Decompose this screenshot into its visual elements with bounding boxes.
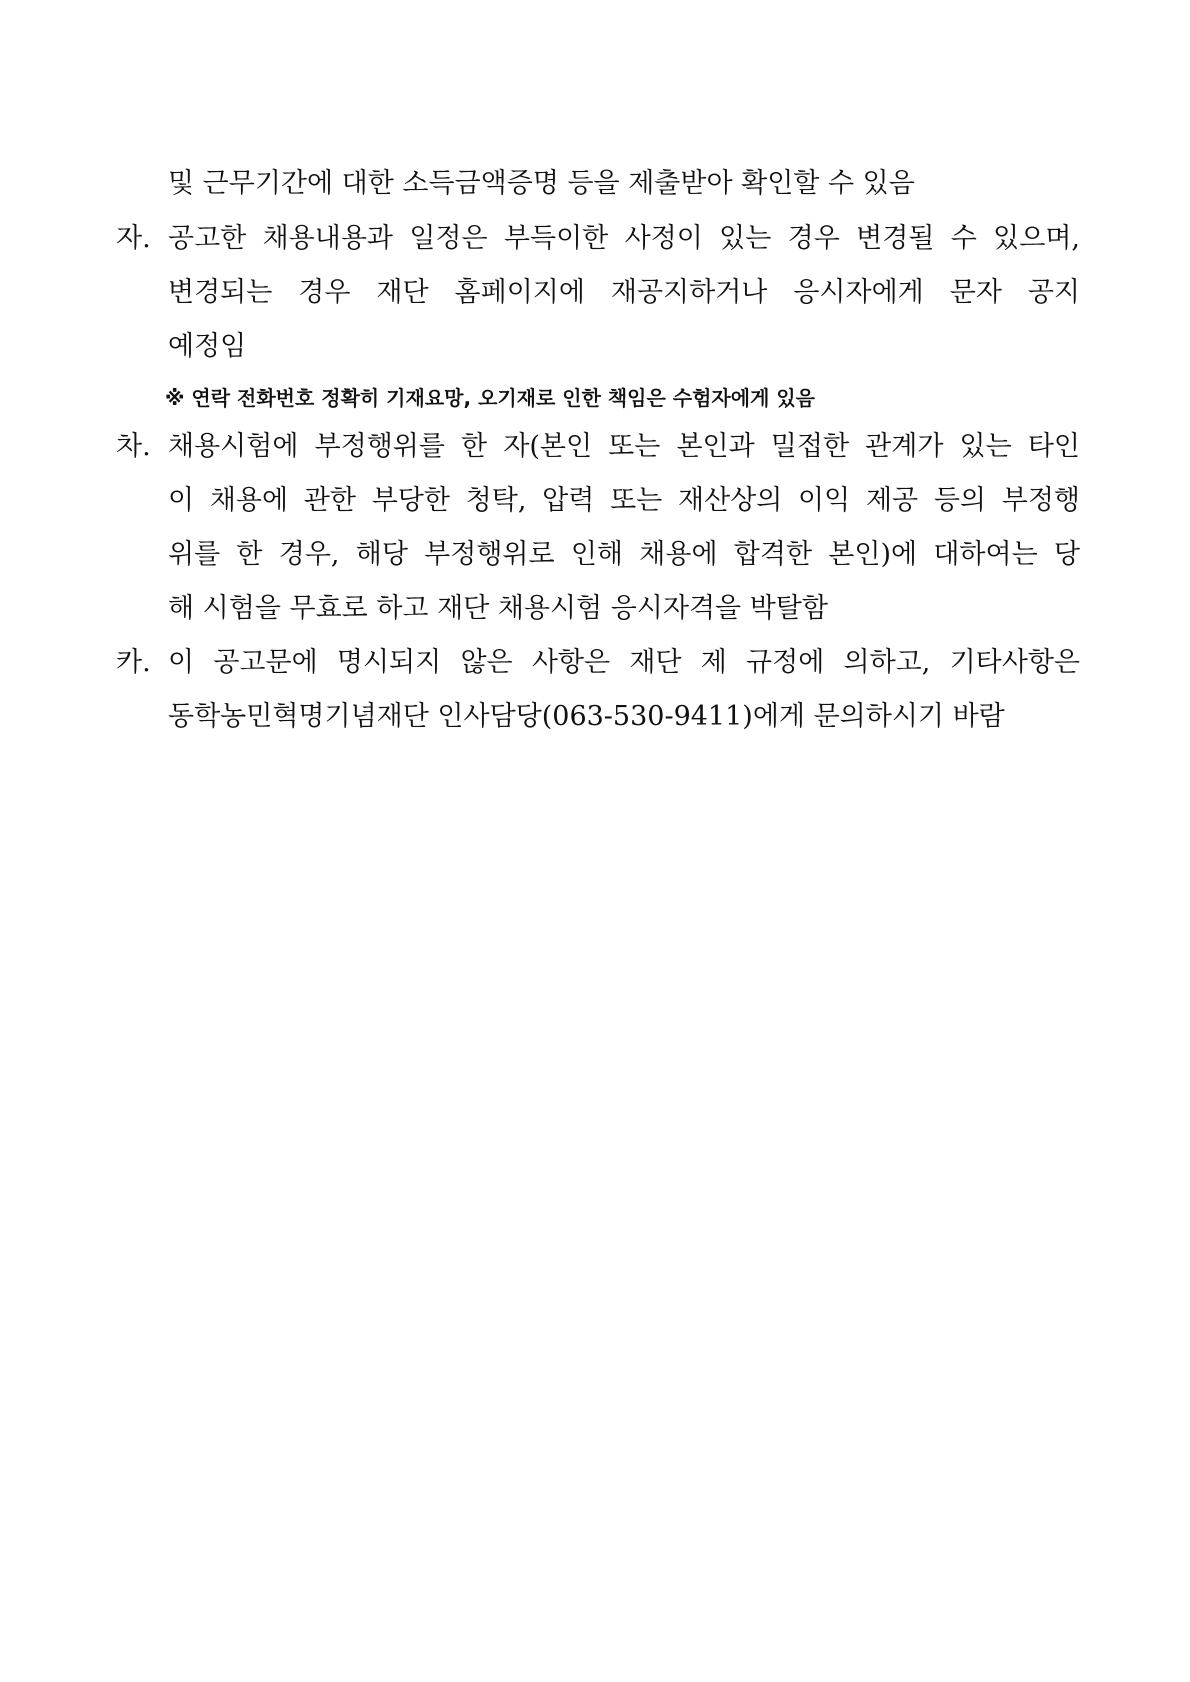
item-ka-line-1: 이 공고문에 명시되지 않은 사항은 재단 제 규정에 의하고, 기타사항은 — [168, 647, 1080, 678]
item-cha-line-4: 해 시험을 무효로 하고 재단 채용시험 응시자격을 박탈함 — [168, 593, 828, 624]
list-marker-ja: 자. — [116, 223, 151, 254]
item-ka-line-2: 동학농민혁명기념재단 인사담당(063-530-9411)에게 문의하시기 바람 — [168, 701, 1005, 732]
item-cha-line-3: 위를 한 경우, 해당 부정행위로 인해 채용에 합격한 본인)에 대하여는 당 — [168, 539, 1080, 570]
list-marker-cha: 차. — [116, 431, 151, 462]
item-ja-line-1: 공고한 채용내용과 일정은 부득이한 사정이 있는 경우 변경될 수 있으며, — [168, 223, 1080, 254]
item-cha-line-1: 채용시험에 부정행위를 한 자(본인 또는 본인과 밀접한 관계가 있는 타인 — [168, 431, 1080, 462]
item-ja-line-2: 변경되는 경우 재단 홈페이지에 재공지하거나 응시자에게 문자 공지 — [168, 277, 1080, 308]
contact-notice: ※ 연락 전화번호 정확히 기재요망, 오기재로 인한 책임은 수험자에게 있음 — [165, 386, 815, 410]
text-line-continuation: 및 근무기간에 대한 소득금액증명 등을 제출받아 확인할 수 있음 — [168, 168, 915, 199]
item-cha-line-2: 이 채용에 관한 부당한 청탁, 압력 또는 재산상의 이익 제공 등의 부정행 — [168, 485, 1080, 516]
list-marker-ka: 카. — [116, 647, 151, 678]
item-ja-line-3: 예정임 — [168, 331, 247, 362]
